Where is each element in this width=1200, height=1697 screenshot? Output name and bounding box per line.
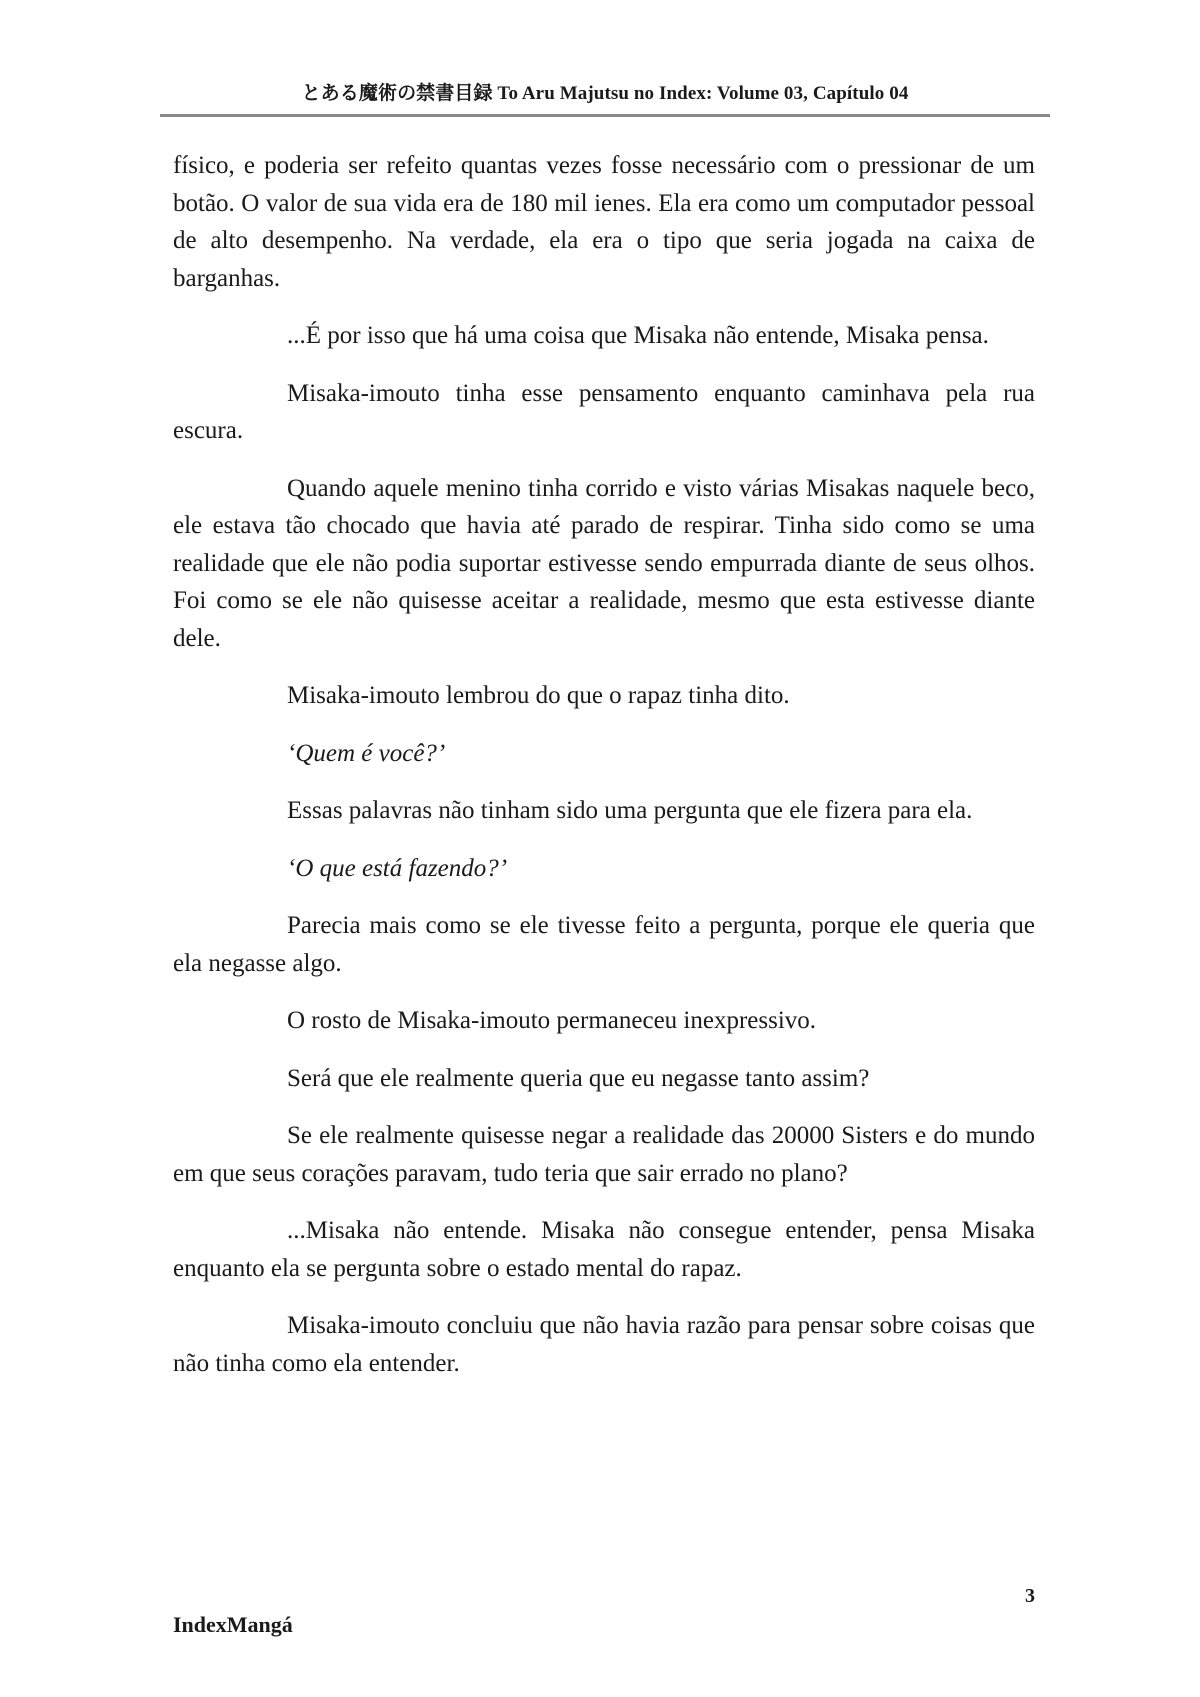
chapter-body <box>173 147 1035 1402</box>
paragraph: Misaka-imouto tinha esse pensamento enquanto caminhava pela rua escura. <box>173 379 1035 444</box>
paragraph: ...Misaka não entende. Misaka não consegue entender, pensa Misaka enquanto ela se pergunta sobre o estado mental do rapaz. <box>173 1217 1035 1282</box>
header-divider <box>160 114 1050 117</box>
paragraph: Parecia mais como se ele tivesse feito a pergunta, porque ele queria que ela negasse algo. <box>173 912 1035 977</box>
page-header-title: とある魔術の禁書目録 To Aru Majutsu no Index: Volume 03, Capítulo 04 <box>301 83 909 104</box>
paragraph: Misaka-imouto concluiu que não havia razão para pensar sobre coisas que não tinha como ela entender. <box>173 1312 1035 1377</box>
paragraph: O rosto de Misaka-imouto permaneceu inexpressivo. <box>287 1007 817 1034</box>
footer-brand: IndexMangá <box>173 1612 293 1637</box>
paragraph: físico, e poderia ser refeito quantas vezes fosse necessário com o pressionar de um botão. O valor de sua vida era de 180 mil ienes. Ela era como um computador pessoal de alto desempenho. Na verdade, ela era o tipo que seria jogada na caixa de barganhas. <box>173 152 1035 292</box>
paragraph: Se ele realmente quisesse negar a realidade das 20000 Sisters e do mundo em que seus corações paravam, tudo teria que sair errado no plano? <box>173 1122 1035 1187</box>
paragraph: Será que ele realmente queria que eu negasse tanto assim? <box>287 1064 870 1092</box>
dialogue-line: ‘O que está fazendo?’ <box>287 854 508 882</box>
paragraph: Essas palavras não tinham sido uma pergunta que ele fizera para ela. <box>287 797 973 824</box>
page-number: 3 <box>1025 1585 1035 1607</box>
paragraph: Misaka-imouto lembrou do que o rapaz tinha dito. <box>287 682 790 709</box>
paragraph: ...É por isso que há uma coisa que Misaka não entende, Misaka pensa. <box>287 322 989 349</box>
paragraph: Quando aquele menino tinha corrido e visto várias Misakas naquele beco, ele estava tão chocado que havia até parado de respirar. Tinha sido como se uma realidade que ele não podia suportar estivesse sendo empurrada diante de seus olhos. Foi como se ele não quisesse aceitar a realidade, mesmo que esta estivesse diante dele. <box>173 474 1035 652</box>
dialogue-line: ‘Quem é você?’ <box>287 739 446 767</box>
